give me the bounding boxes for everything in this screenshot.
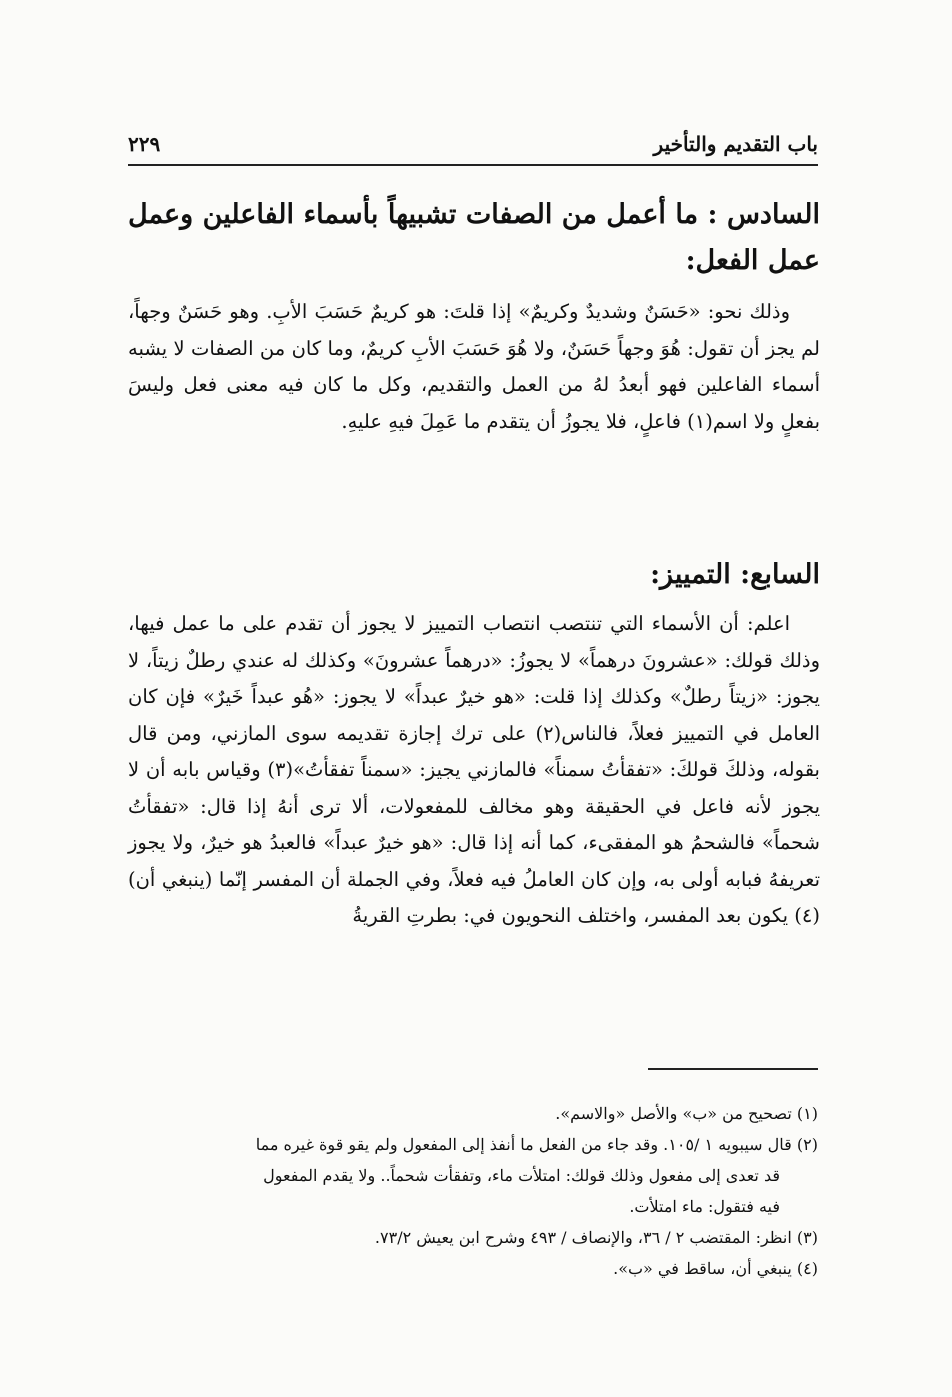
footnote-number: (١)	[796, 1104, 818, 1123]
section-seventh-heading: السابع: التمييز:	[650, 559, 820, 590]
footnote-number: (٢)	[796, 1135, 818, 1154]
footnote-text: ينبغي أن، ساقط في «ب».	[613, 1259, 792, 1278]
footnote-text: قال سيبويه ١ /١٠٥. وقد جاء من الفعل ما أنفذ إلى المفعول ولم يقو قوة غيره مما	[255, 1135, 792, 1154]
section-seventh	[128, 552, 820, 935]
footnote-2	[128, 1129, 818, 1160]
page-number: ٢٢٩	[128, 132, 161, 156]
chapter-title: باب التقديم والتأخير	[653, 132, 818, 156]
footnote-1	[128, 1098, 818, 1129]
running-header	[128, 128, 818, 166]
footnote-2-continuation: فيه فتقول: ماء امتلأت.	[629, 1197, 780, 1216]
footnote-text: انظر: المقتضب ٢ / ٣٦، والإنصاف / ٤٩٣ وشرح ابن يعيش ٧٣/٢.	[374, 1228, 792, 1247]
section-sixth-paragraph: وذلك نحو: «حَسَنٌ وشديدٌ وكريمٌ» إذا قلتَ: هو كريمٌ حَسَبَ الأبِ. وهو حَسَنٌ وجهاً، لم يجز أن تقول: هُوَ وجهاً حَسَنٌ، ولا هُوَ حَسَبَ الأبِ كريمٌ، وما كان من الصفات لا يشبه أسماء الفاعلين فهو أبعدُ لهُ من العمل والتقديم، وكل ما كان فيه معنى فعل وليسَ بفعلٍ ولا اسم(١) فاعلٍ، فلا يجوزُ أن يتقدم ما عَمِلَ فيهِ عليهِ.	[128, 300, 820, 433]
footnote-4	[128, 1253, 818, 1284]
footnotes	[128, 1098, 818, 1284]
footnote-3	[128, 1222, 818, 1253]
footnote-divider	[648, 1068, 818, 1070]
footnote-number: (٣)	[796, 1228, 818, 1247]
footnote-number: (٤)	[796, 1259, 818, 1278]
section-sixth-heading: السادس : ما أعمل من الصفات تشبيهاً بأسماء الفاعلين وعمل عمل الفعل:	[128, 199, 820, 276]
footnote-2-continuation: قد تعدى إلى مفعول وذلك قولك: امتلأت ماء، وتفقأت شحماً.. ولا يقدم المفعول	[263, 1166, 780, 1185]
footnote-text: تصحيح من «ب» والأصل «والاسم».	[555, 1104, 792, 1123]
section-seventh-paragraph: اعلم: أن الأسماء التي تنتصب انتصاب التمييز لا يجوز أن تقدم على ما عمل فيها، وذلك قولك: «عشرونَ درهماً» لا يجوزُ: «درهماً عشرونَ» وكذلك له عندي رطلٌ زيتاً، لا يجوز: «زيتاً رطلٌ» وكذلك إذا قلت: «هو خيرٌ عبداً» لا يجوز: «هُو عبداً خَيرٌ» فإن كان العامل في التمييز فعلاً، فالناس(٢) على ترك إجازة تقديمه سوى المازني، ومن قال بقوله، وذلكَ قولكَ: «تفقأتُ سمناً» فالمازني يجيز: «سمناً تفقأتُ»(٣) وقياس بابه أن لا يجوز لأنه فاعل في الحقيقة وهو مخالف للمفعولات، ألا ترى أنهُ إذا قال: «تفقأتُ شحماً» فالشحمُ هو المفقىء، كما أنه إذا قال: «هو خيرٌ عبداً» فالعبدُ هو خيرٌ، ولا يجوز تعريفهُ فبابه أولى به، وإن كان العاملُ فيه فعلاً، وفي الجملة أن المفسر إنّما (ينبغي أن)(٤) يكون بعد المفسر، واختلف النحويون في: بطرتِ القريةُ	[128, 612, 820, 927]
section-sixth	[128, 192, 820, 440]
